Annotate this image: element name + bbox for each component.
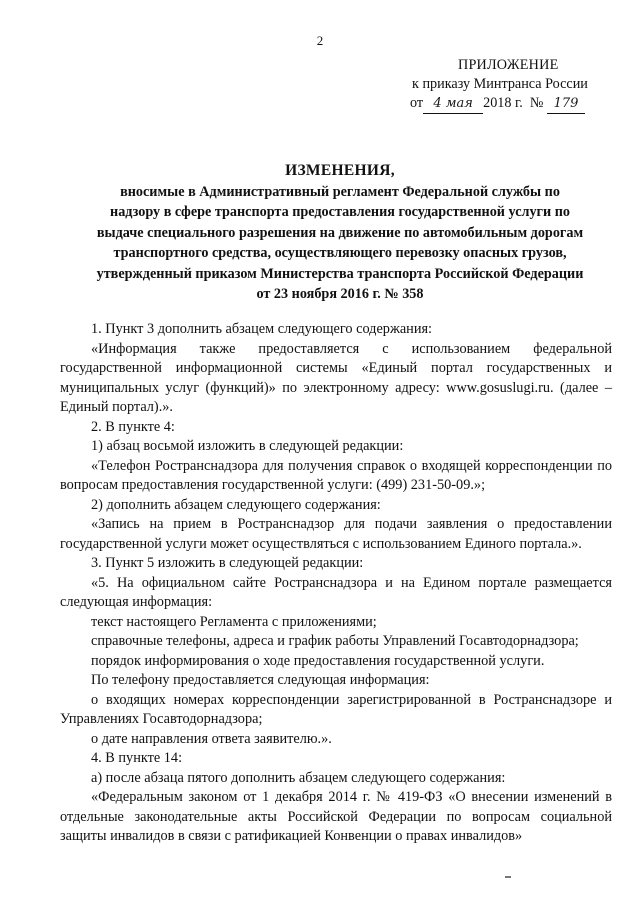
paragraph: «Запись на прием в Ространснадзор для подачи заявления о предоставлении государственной услуги может осуществляться с использованием Единого портала.».: [60, 516, 612, 552]
appendix-block: [412, 56, 622, 114]
heading-subtitle-line: от 23 ноября 2016 г. № 358: [256, 286, 424, 303]
document-heading: [60, 160, 620, 304]
heading-subtitle-line: выдаче специального разрешения на движение по автомобильным дорогам: [96, 224, 584, 241]
paragraph: 2. В пункте 4:: [91, 418, 175, 435]
paragraph: текст настоящего Регламента с приложениями;: [91, 613, 377, 630]
paragraph: «5. На официальном сайте Ространснадзора и на Едином портале размещается следующая информация:: [60, 574, 612, 610]
paragraph: «Телефон Ространснадзора для получения справок о входящей корреспонденции по вопросам предоставления государственной услуги: (499) 231-50-09.»;: [60, 457, 612, 493]
paragraph: 3. Пункт 5 изложить в следующей редакции:: [91, 555, 364, 571]
document-body: [60, 320, 612, 847]
paragraph: «Федеральным законом от 1 декабря 2014 г. № 419-ФЗ «О внесении изменений в отдельные законодательные акты Российской Федерации по вопросам социальной защиты инвалидов в связи с ратификацией Конвенции о правах инвалидов»: [60, 789, 612, 844]
appendix-date-line: [410, 94, 622, 114]
paragraph: 1. Пункт 3 дополнить абзацем следующего содержания:: [91, 321, 433, 337]
order-year: 2018 г.: [483, 95, 523, 111]
appendix-title: ПРИЛОЖЕНИЕ: [458, 57, 559, 73]
heading-subtitle-line: надзору в сфере транспорта предоставления государственной услуги по: [110, 204, 570, 221]
heading-subtitle-line: вносимые в Административный регламент Федеральной службы по: [120, 184, 560, 200]
date-prefix: от: [410, 95, 424, 111]
appendix-order-line: к приказу Минтранса России: [412, 76, 588, 92]
paragraph: порядок информирования о ходе предоставления государственной услуги.: [91, 652, 545, 669]
paragraph: о дате направления ответа заявителю.».: [91, 730, 332, 747]
paragraph: справочные телефоны, адреса и график работы Управлений Госавтодорнадзора;: [91, 633, 579, 649]
paragraph: а) после абзаца пятого дополнить абзацем следующего содержания:: [91, 769, 506, 786]
paragraph: 4. В пункте 14:: [91, 750, 183, 766]
paragraph: «Информация также предоставляется с использованием федеральной государственной информационной системы «Единый портал государственных и муниципальных услуг (функций)» по электронному адресу: www.gosuslugi.ru. (далее – Единый портал).».: [60, 340, 612, 415]
heading-subtitle-line: транспортного средства, осуществляющего перевозку опасных грузов,: [113, 245, 567, 262]
handwritten-order-number: 179: [547, 94, 585, 114]
heading-subtitle-line: утвержденный приказом Министерства транспорта Российской Федерации: [96, 265, 584, 282]
handwritten-date: 4 мая: [423, 94, 483, 114]
paragraph: 2) дополнить абзацем следующего содержания:: [91, 496, 381, 513]
pencil-mark: [505, 876, 511, 878]
page-number: 2: [316, 33, 324, 48]
number-label: №: [529, 95, 544, 111]
paragraph: 1) абзац восьмой изложить в следующей редакции:: [91, 438, 404, 454]
paragraph: По телефону предоставляется следующая информация:: [91, 672, 430, 688]
paragraph: о входящих номерах корреспонденции зарегистрированной в Ространснадзоре и Управлениях Госавтодорнадзора;: [60, 691, 612, 727]
heading-title: ИЗМЕНЕНИЯ,: [285, 162, 395, 179]
